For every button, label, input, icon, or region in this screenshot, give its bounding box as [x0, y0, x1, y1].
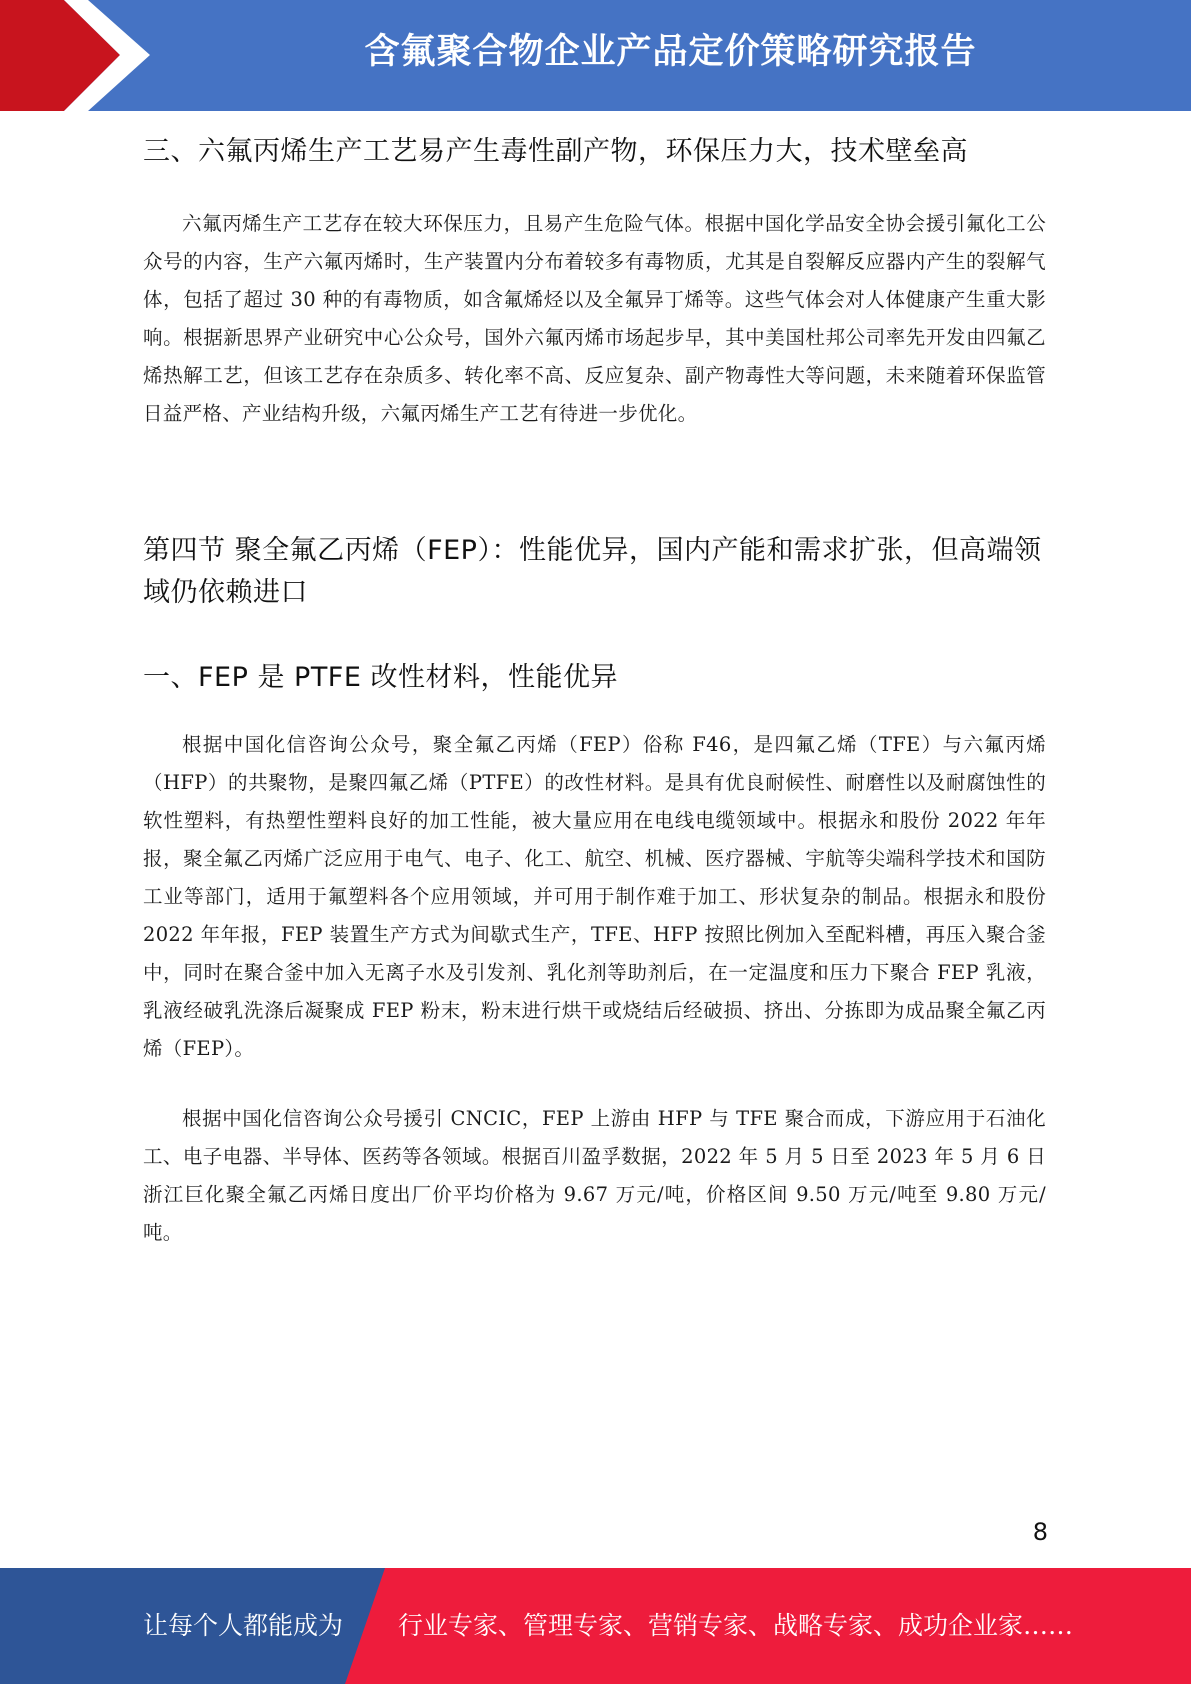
body-paragraph: 根据中国化信咨询公众号援引 CNCIC，FEP 上游由 HFP 与 TFE 聚合而成，下游应用于石油化工、电子电器、半导体、医药等各领域。根据百川盈孚数据，2022 年 5 月 5 日至 2023 年 5 月 6 日浙江巨化聚全氟乙丙烯日度出厂价平均价格为 9.67 万元/吨，价格区间 9.50 万元/吨至 9.80 万元/吨。 — [143, 1107, 1046, 1244]
subsection-heading-3: 三、六氟丙烯生产工艺易产生毒性副产物，环保压力大，技术壁垒高 — [143, 136, 968, 167]
page-header — [0, 0, 1191, 111]
page-footer — [0, 1568, 1191, 1684]
section-heading-4: 第四节 聚全氟乙丙烯（FEP）：性能优异，国内产能和需求扩张，但高端领域仍依赖进口 — [143, 535, 1042, 608]
body-paragraph: 根据中国化信咨询公众号，聚全氟乙丙烯（FEP）俗称 F46，是四氟乙烯（TFE）与六氟丙烯（HFP）的共聚物，是聚四氟乙烯（PTFE）的改性材料。是具有优良耐候性、耐磨性以及耐腐蚀性的软性塑料，有热塑性塑料良好的加工性能，被大量应用在电线电缆领域中。根据永和股份 2022 年年报，聚全氟乙丙烯广泛应用于电气、电子、化工、航空、机械、医疗器械、宇航等尖端科学技术和国防工业等部门，适用于氟塑料各个应用领域，并可用于制作难于加工、形状复杂的制品。根据永和股份 2022 年年报，FEP 装置生产方式为间歇式生产，TFE、HFP 按照比例加入至配料槽，再压入聚合釜中，同时在聚合釜中加入无离子水及引发剂、乳化剂等助剂后，在一定温度和压力下聚合 FEP 乳液，乳液经破乳洗涤后凝聚成 FEP 粉末，粉末进行烘干或烧结后经破损、挤出、分拣即为成品聚全氟乙丙烯（FEP）。 — [143, 733, 1046, 1060]
subsection-heading-1: 一、FEP 是 PTFE 改性材料，性能优异 — [143, 662, 618, 693]
footer-slogan-right: 行业专家、管理专家、营销专家、战略专家、成功企业家…… — [398, 1611, 1074, 1640]
body-paragraph: 六氟丙烯生产工艺存在较大环保压力，且易产生危险气体。根据中国化学品安全协会援引氟化工公众号的内容，生产六氟丙烯时，生产装置内分布着较多有毒物质，尤其是自裂解反应器内产生的裂解气体，包括了超过 30 种的有毒物质，如含氟烯烃以及全氟异丁烯等。这些气体会对人体健康产生重大影响。根据新思界产业研究中心公众号，国外六氟丙烯市场起步早，其中美国杜邦公司率先开发由四氟乙烯热解工艺，但该工艺存在杂质多、转化率不高、反应复杂、副产物毒性大等问题，未来随着环保监管日益严格、产业结构升级，六氟丙烯生产工艺有待进一步优化。 — [143, 212, 1046, 425]
document-title: 含氟聚合物企业产品定价策略研究报告 — [364, 32, 977, 72]
page-number: 8 — [1032, 1518, 1048, 1546]
footer-slogan-left: 让每个人都能成为 — [143, 1611, 344, 1640]
